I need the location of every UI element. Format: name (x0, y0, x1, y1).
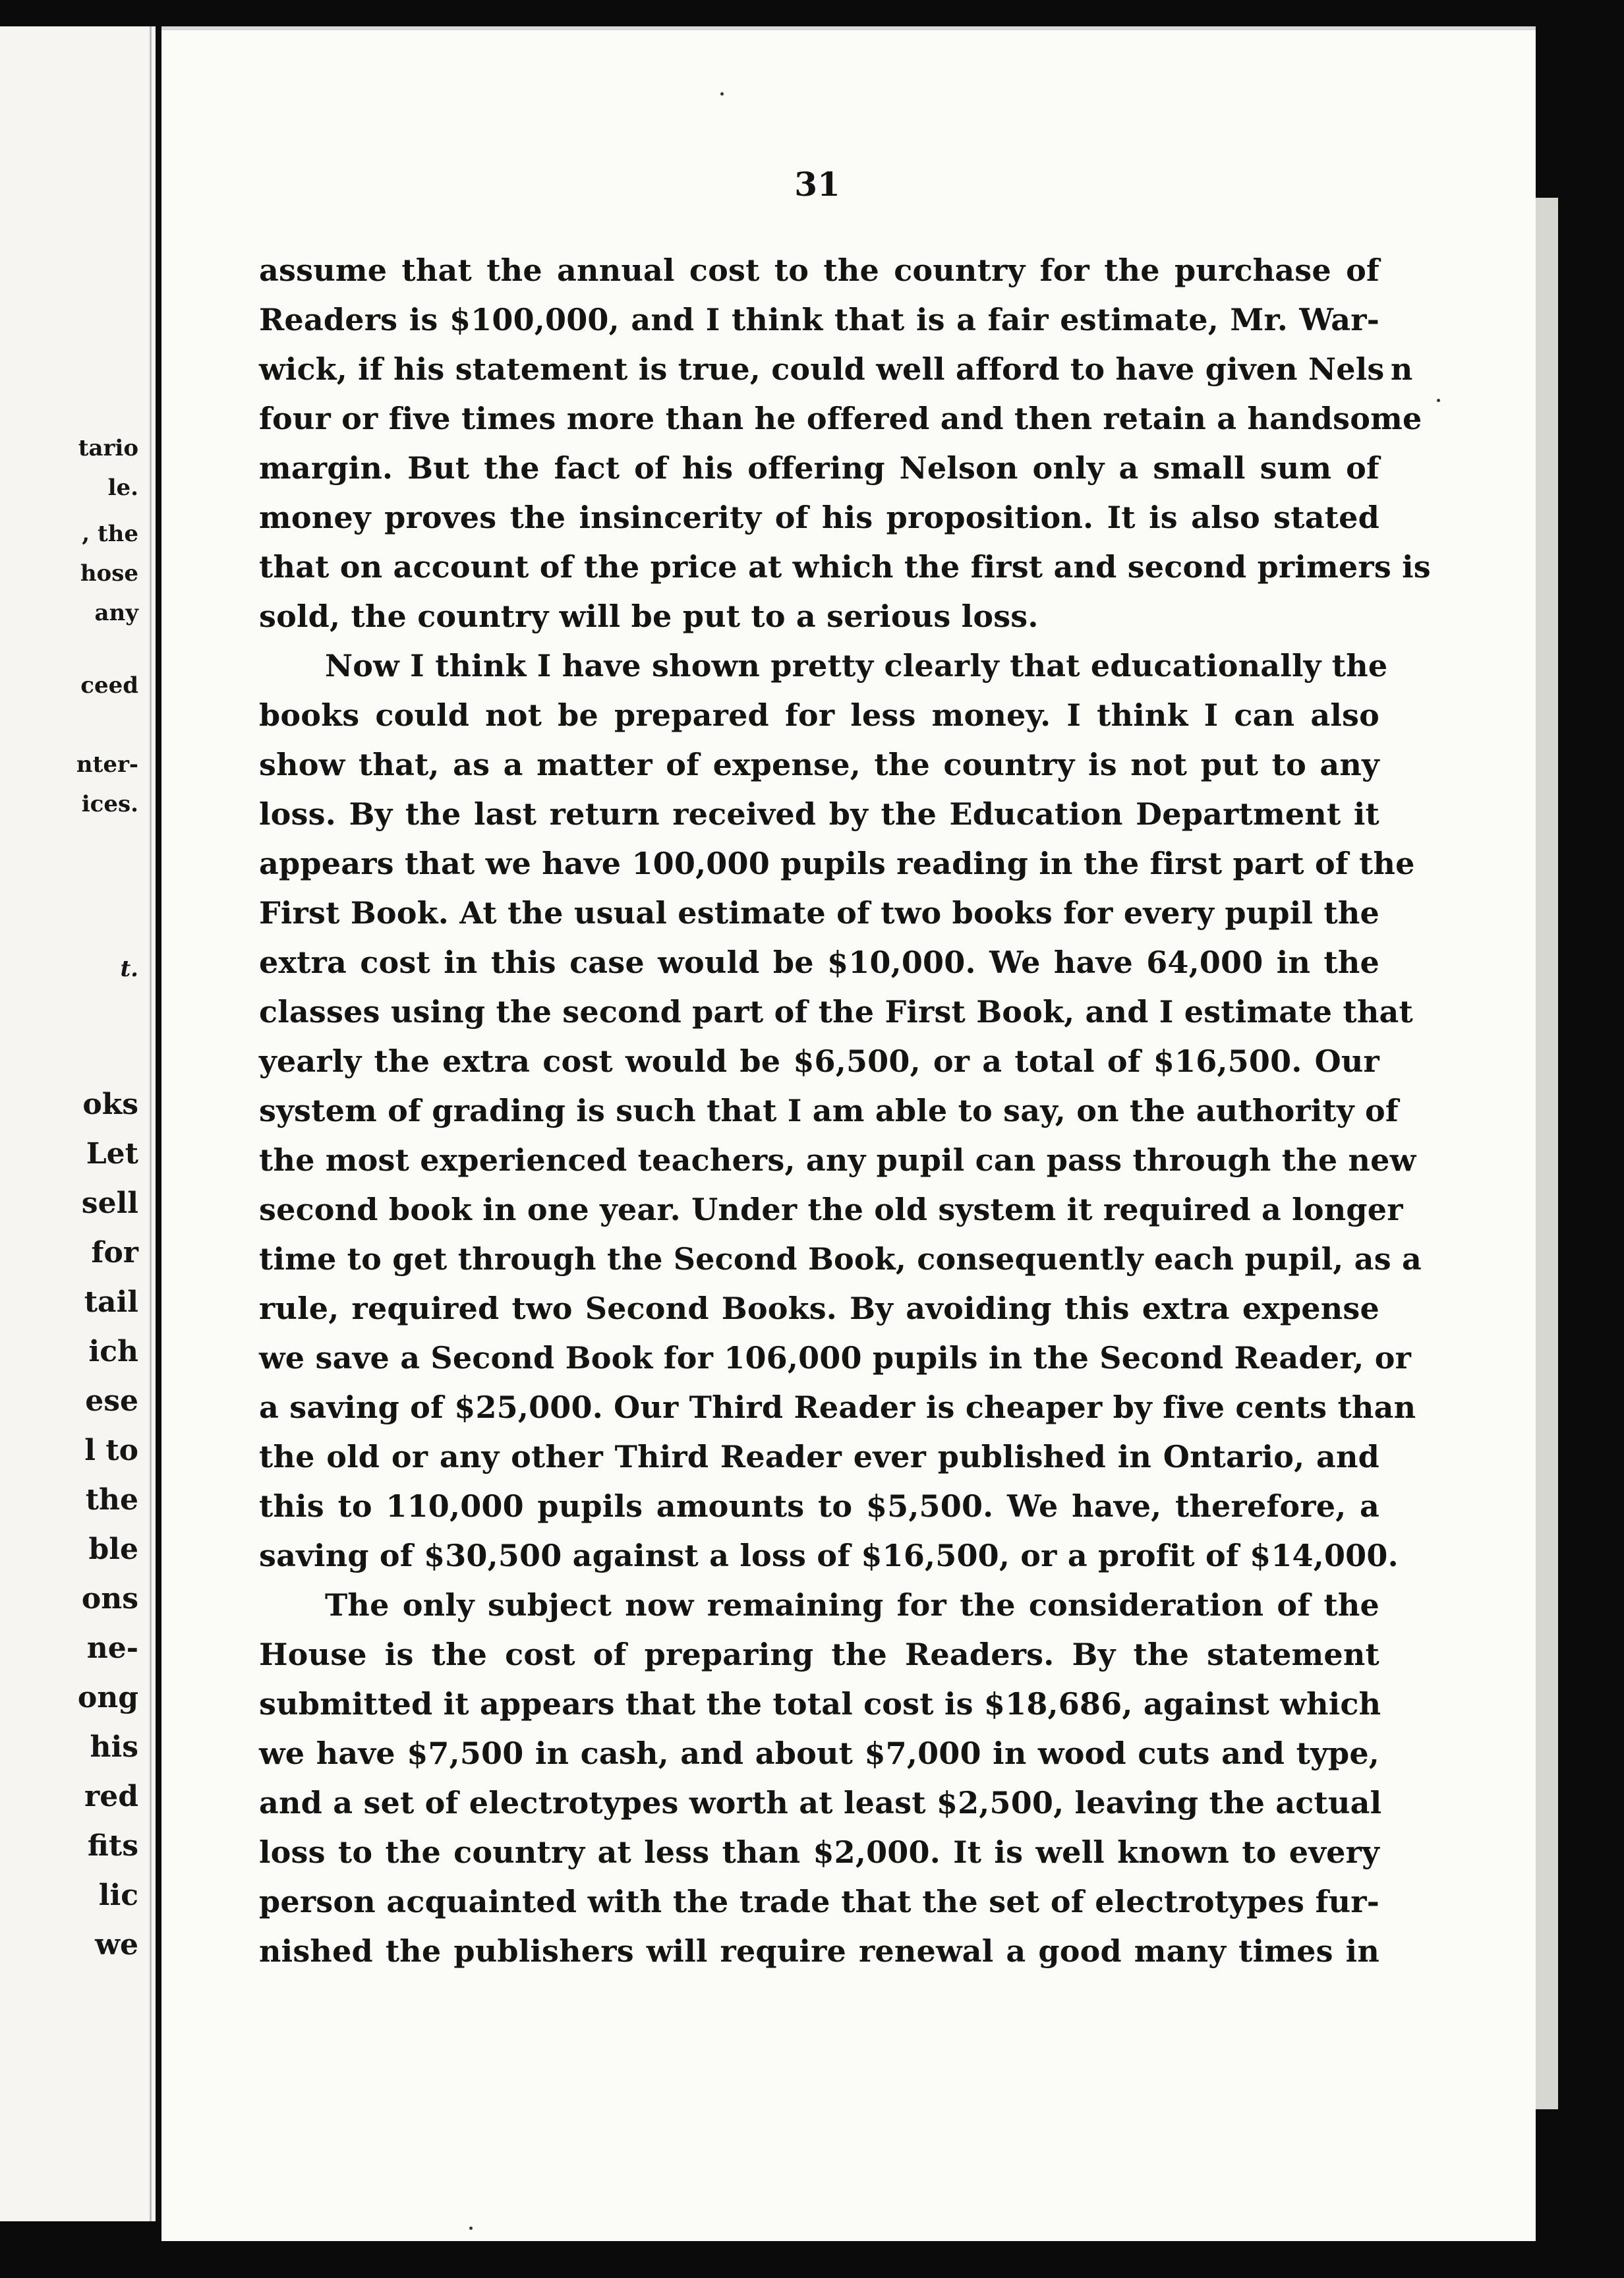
page-edge-shadow (1536, 198, 1558, 2109)
facing-page-fragment: the (85, 1483, 138, 1517)
facing-page-fragment: ong (77, 1681, 138, 1714)
facing-page-fragment: tario (78, 435, 138, 461)
facing-page-fragment: his (90, 1730, 138, 1764)
text-line: First Book. At the usual estimate of two books for every pupil the (259, 895, 1379, 931)
facing-page-fragment: hose (80, 560, 138, 587)
facing-page-fragment: we (95, 1928, 138, 1962)
text-line: the most experienced teachers, any pupil can pass through the new (259, 1142, 1416, 1178)
text-line: saving of $30,500 against a loss of $16,500, or a profit of $14,000. (259, 1538, 1399, 1573)
text-line: margin. But the fact of his offering Nelson only a small sum of (259, 450, 1379, 486)
text-line: system of grading is such that I am able to say, on the authority of (259, 1093, 1399, 1128)
text-line: sold, the country will be put to a serious loss. (259, 599, 1039, 634)
facing-page-fragment: sell (81, 1186, 138, 1220)
text-line: loss to the country at less than $2,000. It is well known to every (259, 1834, 1379, 1870)
text-line: rule, required two Second Books. By avoiding this extra expense (259, 1291, 1379, 1326)
text-line: Readers is $100,000, and I think that is a fair estimate, Mr. War- (259, 302, 1379, 337)
facing-page-fragment: Let (86, 1137, 138, 1171)
facing-page-edge (0, 26, 156, 2221)
facing-page-fragment: , the (82, 521, 138, 547)
page-number: 31 (794, 165, 840, 204)
text-line: House is the cost of preparing the Readers. By the statement (259, 1637, 1379, 1672)
text-line: this to 110,000 pupils amounts to $5,500. We have, therefore, a (259, 1488, 1379, 1524)
facing-page-fragment: l to (84, 1434, 138, 1467)
text-line: four or five times more than he offered and then retain a handsome (259, 401, 1422, 436)
facing-page-fragment: any (94, 600, 138, 626)
facing-page-fragment: ich (88, 1335, 138, 1368)
facing-page-fragment: ceed (80, 672, 138, 699)
facing-page-fragment: fits (87, 1829, 138, 1863)
page-gutter-line (150, 26, 152, 2221)
facing-page-fragment: t. (120, 956, 138, 982)
facing-page-fragment: ne- (86, 1631, 138, 1665)
scan-speck (1437, 399, 1440, 402)
text-line: a saving of $25,000. Our Third Reader is cheaper by five cents than (259, 1389, 1416, 1425)
text-line: second book in one year. Under the old system it required a longer (259, 1192, 1403, 1227)
text-line: The only subject now remaining for the consideration of the (325, 1587, 1379, 1623)
text-line: books could not be prepared for less money. I think I can also (259, 697, 1379, 733)
scan-speck (469, 2227, 473, 2230)
text-line: assume that the annual cost to the country for the purchase of (259, 252, 1379, 288)
facing-page-fragment: ons (81, 1582, 138, 1616)
scan-speck (720, 92, 724, 96)
text-line: and a set of electrotypes worth at least $2,500, leaving the actual (259, 1785, 1382, 1821)
facing-page-fragment: tail (84, 1285, 138, 1319)
text-line: money proves the insincerity of his proposition. It is also stated (259, 500, 1379, 535)
facing-page-fragment: lic (98, 1879, 138, 1912)
text-line: we have $7,500 in cash, and about $7,000 in wood cuts and type, (259, 1736, 1379, 1771)
text-line: that on account of the price at which the first and second primers is (259, 549, 1431, 585)
text-line: submitted it appears that the total cost is $18,686, against which (259, 1686, 1381, 1722)
text-line: Now I think I have shown pretty clearly that educationally the (325, 648, 1388, 684)
text-line: person acquainted with the trade that the set of electrotypes fur- (259, 1884, 1379, 1919)
text-line: wick, if his statement is true, could well afford to have given Nels n (259, 351, 1413, 387)
facing-page-fragment: nter- (76, 751, 138, 778)
text-line: nished the publishers will require renewal a good many times in (259, 1933, 1379, 1969)
facing-page-fragment: for (91, 1236, 138, 1270)
facing-page-fragment: ble (88, 1533, 138, 1566)
text-line: appears that we have 100,000 pupils reading in the first part of the (259, 846, 1415, 881)
text-line: we save a Second Book for 106,000 pupils in the Second Reader, or (259, 1340, 1412, 1376)
text-line: yearly the extra cost would be $6,500, or a total of $16,500. Our (259, 1043, 1379, 1079)
text-line: show that, as a matter of expense, the country is not put to any (259, 747, 1379, 782)
text-line: time to get through the Second Book, consequently each pupil, as a (259, 1241, 1422, 1277)
facing-page-fragment: oks (82, 1088, 138, 1121)
text-line: the old or any other Third Reader ever published in Ontario, and (259, 1439, 1379, 1475)
text-line: classes using the second part of the First Book, and I estimate that (259, 994, 1413, 1030)
facing-page-fragment: le. (107, 475, 138, 501)
text-line: loss. By the last return received by the Education Department it (259, 796, 1379, 832)
facing-page-fragment: red (84, 1780, 138, 1813)
facing-page-fragment: ese (85, 1384, 138, 1418)
facing-page-fragment: ices. (81, 791, 138, 817)
text-line: extra cost in this case would be $10,000. We have 64,000 in the (259, 945, 1379, 980)
